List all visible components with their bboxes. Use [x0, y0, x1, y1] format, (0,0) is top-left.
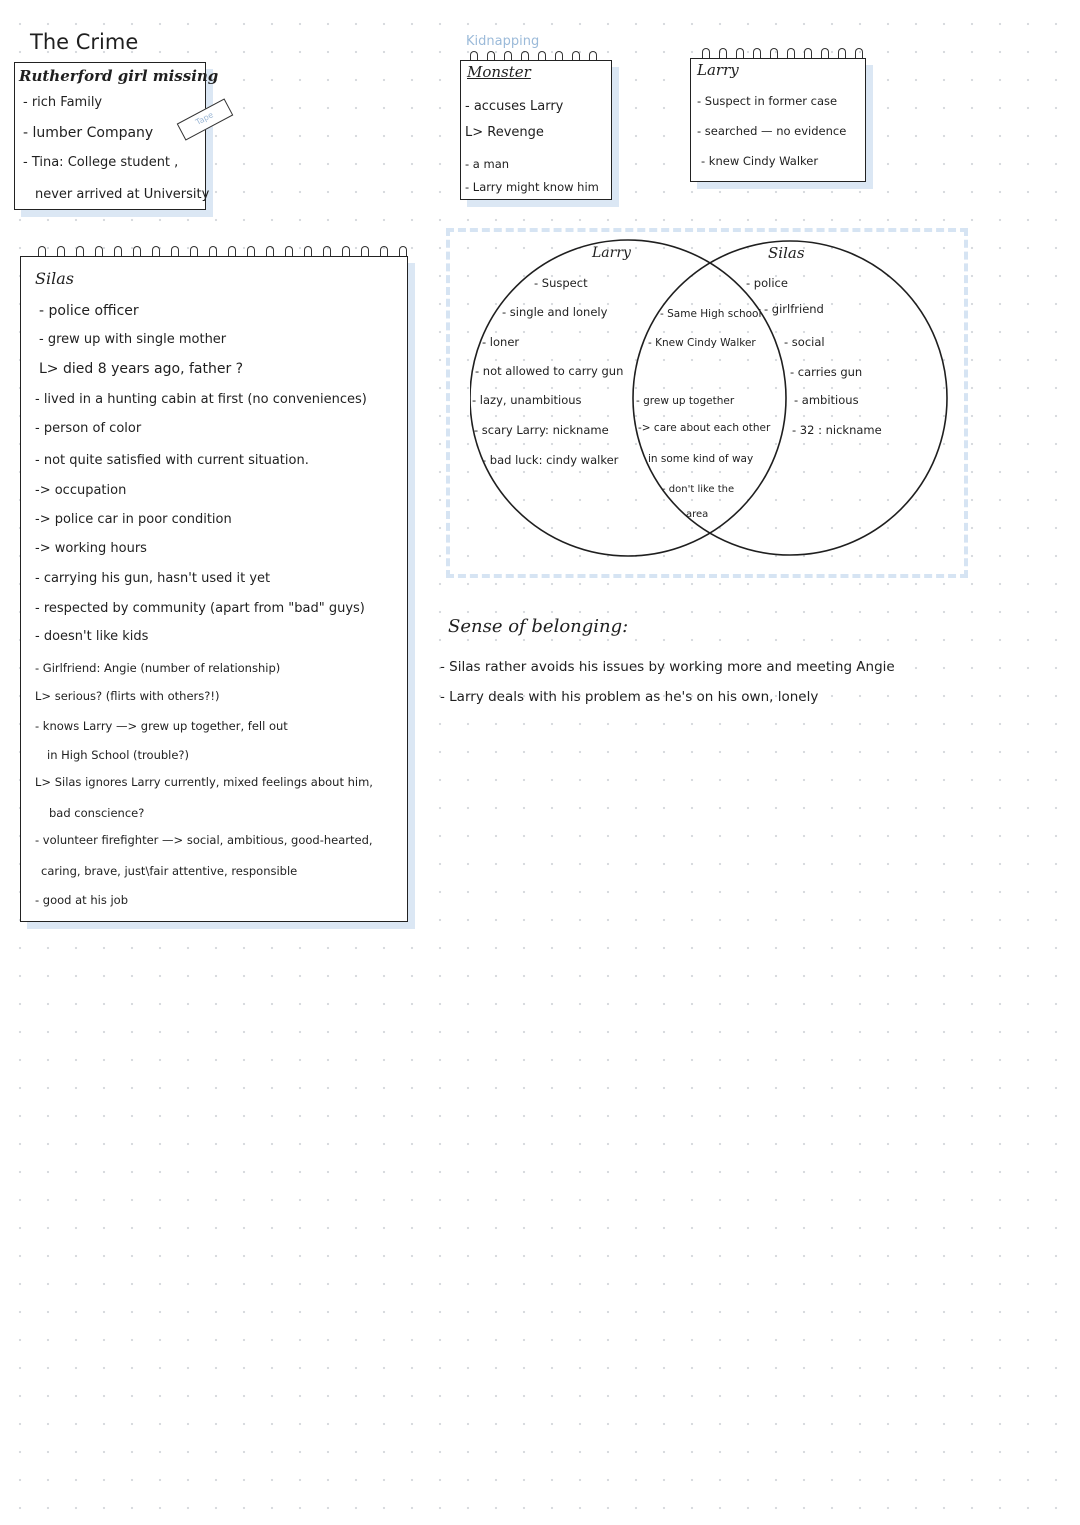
venn-left-item: - Suspect [534, 276, 588, 290]
silas-line: - grew up with single mother [39, 332, 227, 347]
washi-tape: Tape [177, 98, 234, 140]
venn-middle-item: in some kind of way [648, 453, 754, 465]
silas-line: L> serious? (flirts with others?!) [35, 689, 220, 703]
silas-line: bad conscience? [49, 806, 145, 820]
venn-left-item: - bad luck: cindy walker [482, 453, 619, 467]
venn-right-item: - police [746, 276, 788, 290]
silas-line: -> police car in poor condition [35, 512, 232, 527]
silas-line: - person of color [35, 421, 142, 436]
venn-left-item: - single and lonely [502, 305, 608, 319]
venn-title-larry: Larry [592, 245, 631, 261]
silas-line: - respected by community (apart from "bad" guys) [35, 601, 365, 616]
silas-line: L> died 8 years ago, father ? [39, 361, 244, 377]
silas-line: - Girlfriend: Angie (number of relationship) [35, 661, 281, 675]
silas-line: - knows Larry —> grew up together, fell out [35, 719, 288, 733]
crime-note [14, 62, 219, 210]
silas-line: - good at his job [35, 893, 129, 907]
venn-right-item: - carries gun [790, 365, 863, 379]
belonging-line: - Larry deals with his problem as he's on his own, lonely [440, 689, 819, 705]
venn-middle-item: area [686, 509, 709, 520]
silas-note-title: Silas [35, 269, 74, 288]
crime-note-title: Rutherford girl missing [19, 67, 219, 85]
crime-line: - Tina: College student , [23, 155, 179, 170]
silas-line: - lived in a hunting cabin at first (no conveniences) [35, 392, 367, 407]
silas-line: - carrying his gun, hasn't used it yet [35, 571, 271, 586]
venn-middle-item: - Knew Cindy Walker [648, 337, 756, 349]
silas-line: - doesn't like kids [35, 629, 149, 644]
silas-line: - volunteer firefighter —> social, ambitious, good-hearted, [35, 833, 373, 847]
venn-left-item: - scary Larry: nickname [474, 423, 609, 437]
larry-line: - knew Cindy Walker [701, 154, 819, 168]
larry-note [690, 58, 866, 182]
venn-left-item: - not allowed to carry gun [475, 364, 624, 378]
larry-line: - searched — no evidence [697, 124, 847, 138]
larry-line: - Suspect in former case [697, 94, 838, 108]
monster-line: - accuses Larry [465, 99, 564, 114]
venn-middle-item: - don't like the [662, 484, 735, 495]
monster-note-title: Monster [467, 63, 531, 81]
silas-note [20, 256, 408, 922]
venn-right-item: - ambitious [794, 393, 859, 407]
crime-heading: The Crime [30, 30, 139, 54]
crime-line: - rich Family [23, 95, 103, 110]
silas-line: L> Silas ignores Larry currently, mixed feelings about him, [35, 775, 373, 789]
monster-line: - a man [465, 157, 510, 171]
venn-middle-item: - grew up together [636, 395, 735, 407]
crime-line: - lumber Company [23, 125, 154, 141]
silas-line: - not quite satisfied with current situation. [35, 453, 309, 468]
venn-right-item: - social [784, 335, 825, 349]
silas-line: in High School (trouble?) [47, 748, 190, 762]
silas-line: -> working hours [35, 541, 147, 556]
venn-left-item: - loner [482, 335, 520, 349]
venn-right-item: - 32 : nickname [792, 423, 882, 437]
venn-right-item: - girlfriend [764, 302, 824, 316]
monster-line: - Larry might know him [465, 180, 599, 194]
silas-line: - police officer [39, 303, 139, 319]
belonging-title: Sense of belonging: [448, 616, 629, 637]
crime-line: never arrived at University [35, 187, 210, 202]
venn-title-silas: Silas [768, 244, 805, 262]
venn-middle-item: - Same High school [660, 308, 762, 320]
larry-note-title: Larry [697, 61, 739, 79]
venn-middle-item: -> care about each other [638, 422, 771, 434]
kidnapping-label: Kidnapping [466, 34, 540, 49]
monster-line: L> Revenge [465, 125, 544, 140]
venn-left-item: - lazy, unambitious [472, 393, 582, 407]
silas-line: caring, brave, just\fair attentive, responsible [41, 864, 298, 878]
belonging-line: - Silas rather avoids his issues by working more and meeting Angie [440, 659, 895, 675]
silas-line: -> occupation [35, 483, 127, 498]
monster-note [460, 60, 612, 200]
